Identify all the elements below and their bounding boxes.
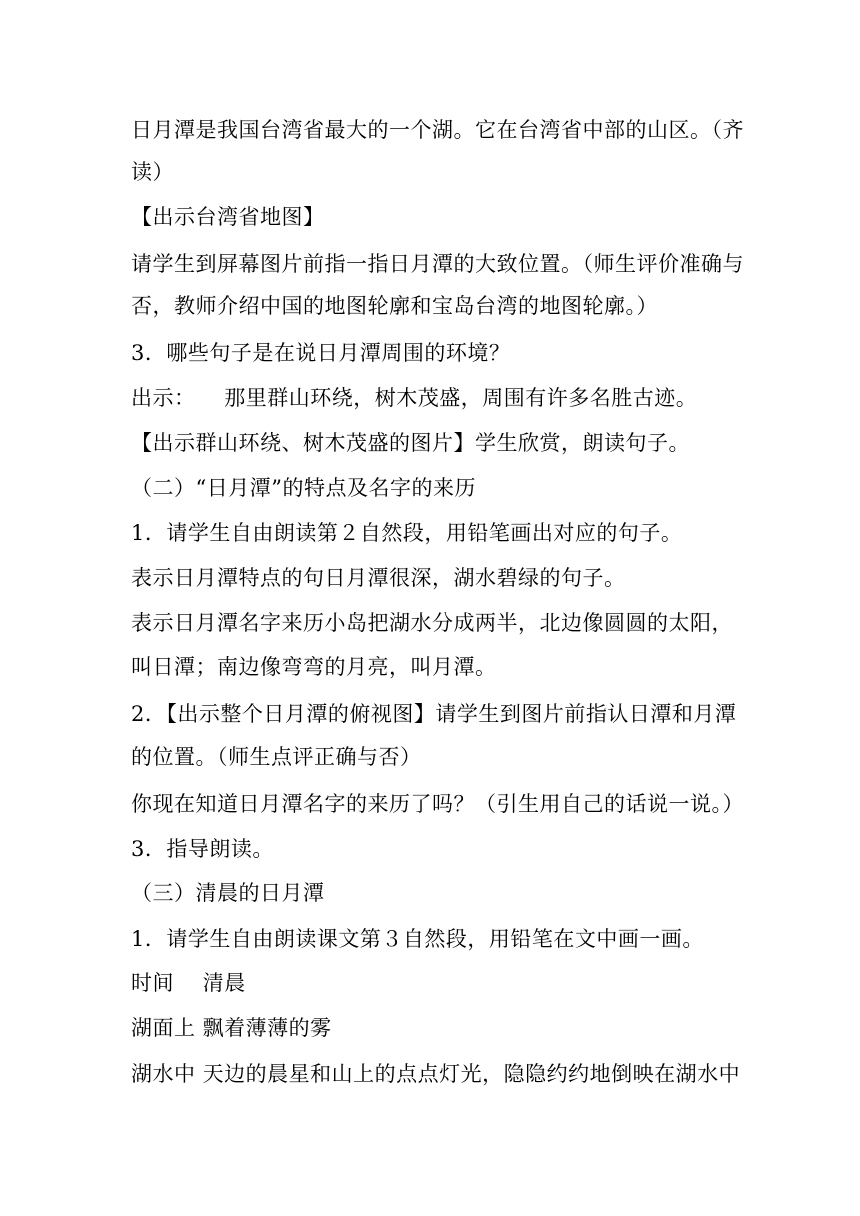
paragraph-line: 读） — [131, 160, 174, 184]
numbered-item: 1．请学生自由朗读第２自然段，用铅笔画出对应的句子。 — [131, 521, 683, 545]
paragraph-line: 否，教师介绍中国的地图轮廓和宝岛台湾的地图轮廓。） — [131, 294, 658, 318]
paragraph-line: 请学生到屏幕图片前指一指日月潭的大致位置。（师生评价准确与 — [131, 252, 744, 276]
paragraph-line: 湖面上 飘着薄薄的雾 — [131, 1016, 332, 1040]
section-heading: 【出示台湾省地图】 — [131, 205, 325, 229]
paragraph-line: 表示日月潭名字来历小岛把湖水分成两半，北边像圆圆的太阳， — [131, 611, 733, 635]
paragraph-line: 的位置。（师生点评正确与否） — [131, 745, 422, 769]
paragraph-line: 你现在知道日月潭名字的来历了吗？（引生用自己的话说一说。） — [131, 792, 744, 816]
paragraph-line: 叫日潭；南边像弯弯的月亮，叫月潭。 — [131, 655, 497, 679]
numbered-item: 2．【出示整个日月潭的俯视图】请学生到图片前指认日潭和月潭 — [131, 702, 737, 726]
paragraph-line: 时间 清晨 — [131, 971, 246, 995]
numbered-item: 3．指导朗读。 — [131, 837, 274, 861]
paragraph-line: 湖水中 天边的晨星和山上的点点灯光，隐隐约约地倒映在湖水中 — [131, 1062, 741, 1086]
numbered-item: 3．哪些句子是在说日月潭周围的环境？ — [131, 341, 511, 365]
paragraph-line: 表示日月潭特点的句日月潭很深，湖水碧绿的句子。 — [131, 566, 626, 590]
paragraph-line: 日月潭是我国台湾省最大的一个湖。它在台湾省中部的山区。（齐 — [131, 118, 744, 142]
section-heading: 【出示群山环绕、树木茂盛的图片】学生欣赏，朗读句子。 — [131, 431, 690, 455]
section-heading: （三）清晨的日月潭 — [131, 881, 325, 905]
paragraph-line: 出示： 那里群山环绕，树木茂盛，周围有许多名胜古迹。 — [131, 386, 698, 410]
section-heading: （二）“日月潭”的特点及名字的来历 — [131, 476, 476, 500]
numbered-item: 1．请学生自由朗读课文第３自然段，用铅笔在文中画一画。 — [131, 927, 704, 951]
